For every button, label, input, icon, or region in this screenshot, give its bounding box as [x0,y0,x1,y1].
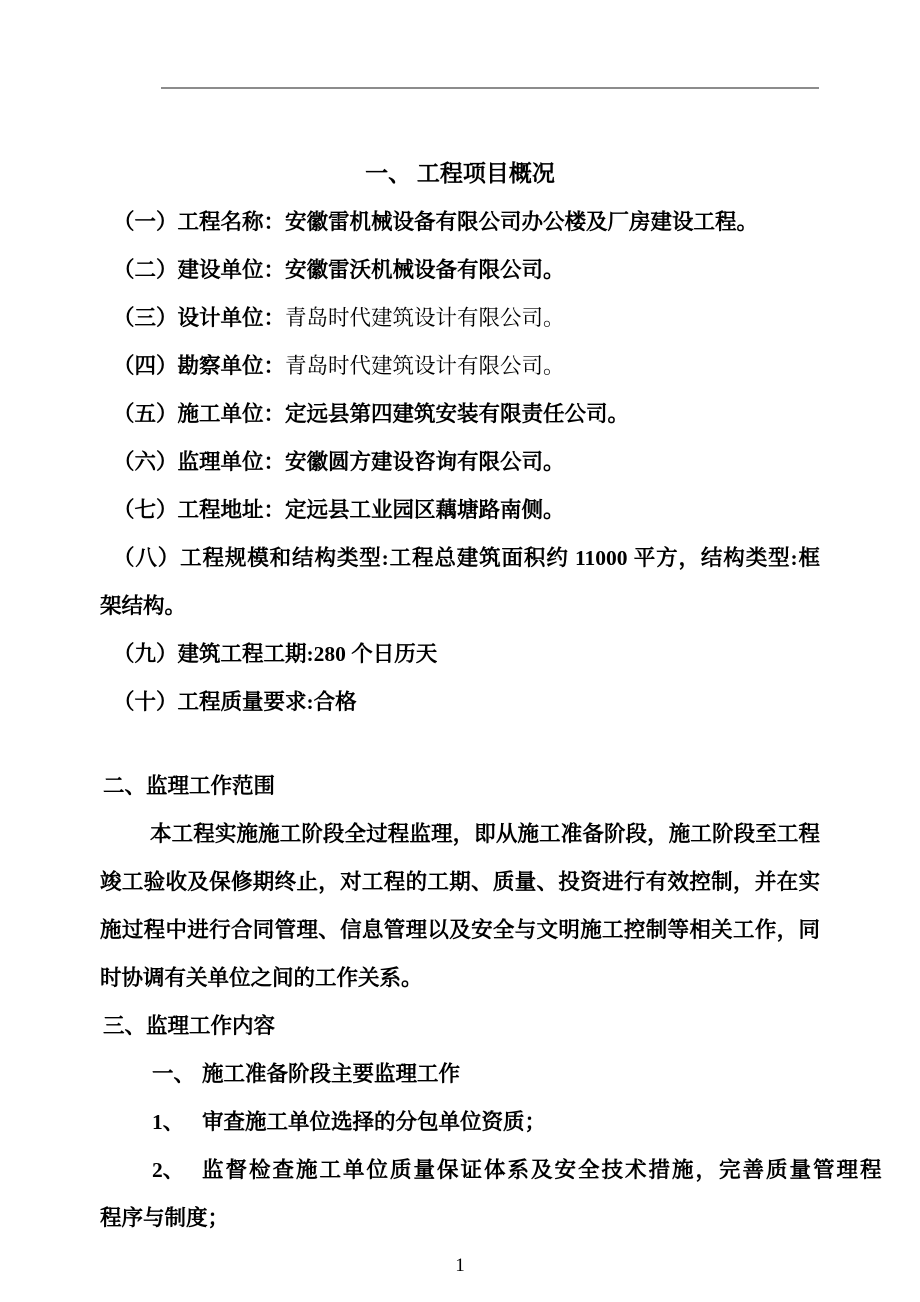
section3-heading: 三、监理工作内容 [103,1014,276,1038]
item-label: （三）设计单位： [113,306,286,330]
subitem-marker: 1、 [152,1110,185,1134]
section2-para-line-2: 竣工验收及保修期终止，对工程的工期、质量、投资进行有效控制，并在实 [100,870,820,894]
overview-item-6 [100,438,820,486]
overview-item-3 [100,294,820,342]
overview-item-10: （十）工程质量要求:合格 [113,690,357,714]
overview-item-8-line-1: （八）工程规模和结构类型:工程总建筑面积约 11000 平方，结构类型:框 [113,546,820,570]
item-label: （五）施工单位： [113,402,286,426]
section3-subitem-2-continuation: 程序与制度； [100,1206,230,1230]
overview-item-2 [100,246,820,294]
document-body [100,150,884,1242]
item-value: 青岛时代建筑设计有限公司。 [285,306,565,330]
subitem-text: 施工准备阶段主要监理工作 [202,1062,461,1086]
item-value: 安徽雷机械设备有限公司办公楼及厂房建设工程。 [285,210,759,234]
item-value: 定远县工业园区藕塘路南侧。 [285,498,565,522]
section3-subitem-stage [100,1050,820,1098]
section-spacer [100,726,820,762]
item-label: （六）监理单位： [113,450,286,474]
item-label: （一）工程名称： [113,210,286,234]
section2-heading: 二、监理工作范围 [103,774,276,798]
section3-subitem-1 [100,1098,820,1146]
overview-item-4 [100,342,820,390]
overview-item-8-line-2: 架结构。 [100,594,187,618]
item-value: 定远县第四建筑安装有限责任公司。 [285,402,630,426]
item-label: （二）建设单位： [113,258,286,282]
subitem-marker: 2、 [152,1158,185,1182]
overview-item-5 [100,390,820,438]
header-rule [161,87,819,89]
item-value: 青岛时代建筑设计有限公司。 [285,354,565,378]
subitem-marker: 一、 [152,1062,196,1086]
section2-para-line-1: 本工程实施施工阶段全过程监理，即从施工准备阶段，施工阶段至工程 [150,822,820,846]
item-value: 安徽圆方建设咨询有限公司。 [285,450,565,474]
item-label: （七）工程地址： [113,498,286,522]
item-label: （四）勘察单位： [113,354,286,378]
item-value: 安徽雷沃机械设备有限公司。 [285,258,565,282]
section2-para-line-3: 施过程中进行合同管理、信息管理以及安全与文明施工控制等相关工作，同 [100,918,820,942]
doc-title: 一、 工程项目概况 [365,161,555,186]
overview-item-9: （九）建筑工程工期:280 个日历天 [113,642,438,666]
page-number: 1 [455,1255,465,1276]
subitem-text: 审查施工单位选择的分包单位资质； [202,1110,547,1134]
overview-item-1 [100,198,820,246]
overview-item-7 [100,486,820,534]
section2-para-line-4: 时协调有关单位之间的工作关系。 [100,966,423,990]
subitem-text: 监督检查施工单位质量保证体系及安全技术措施，完善质量管理程 [202,1158,884,1182]
section3-subitem-2 [100,1146,884,1194]
